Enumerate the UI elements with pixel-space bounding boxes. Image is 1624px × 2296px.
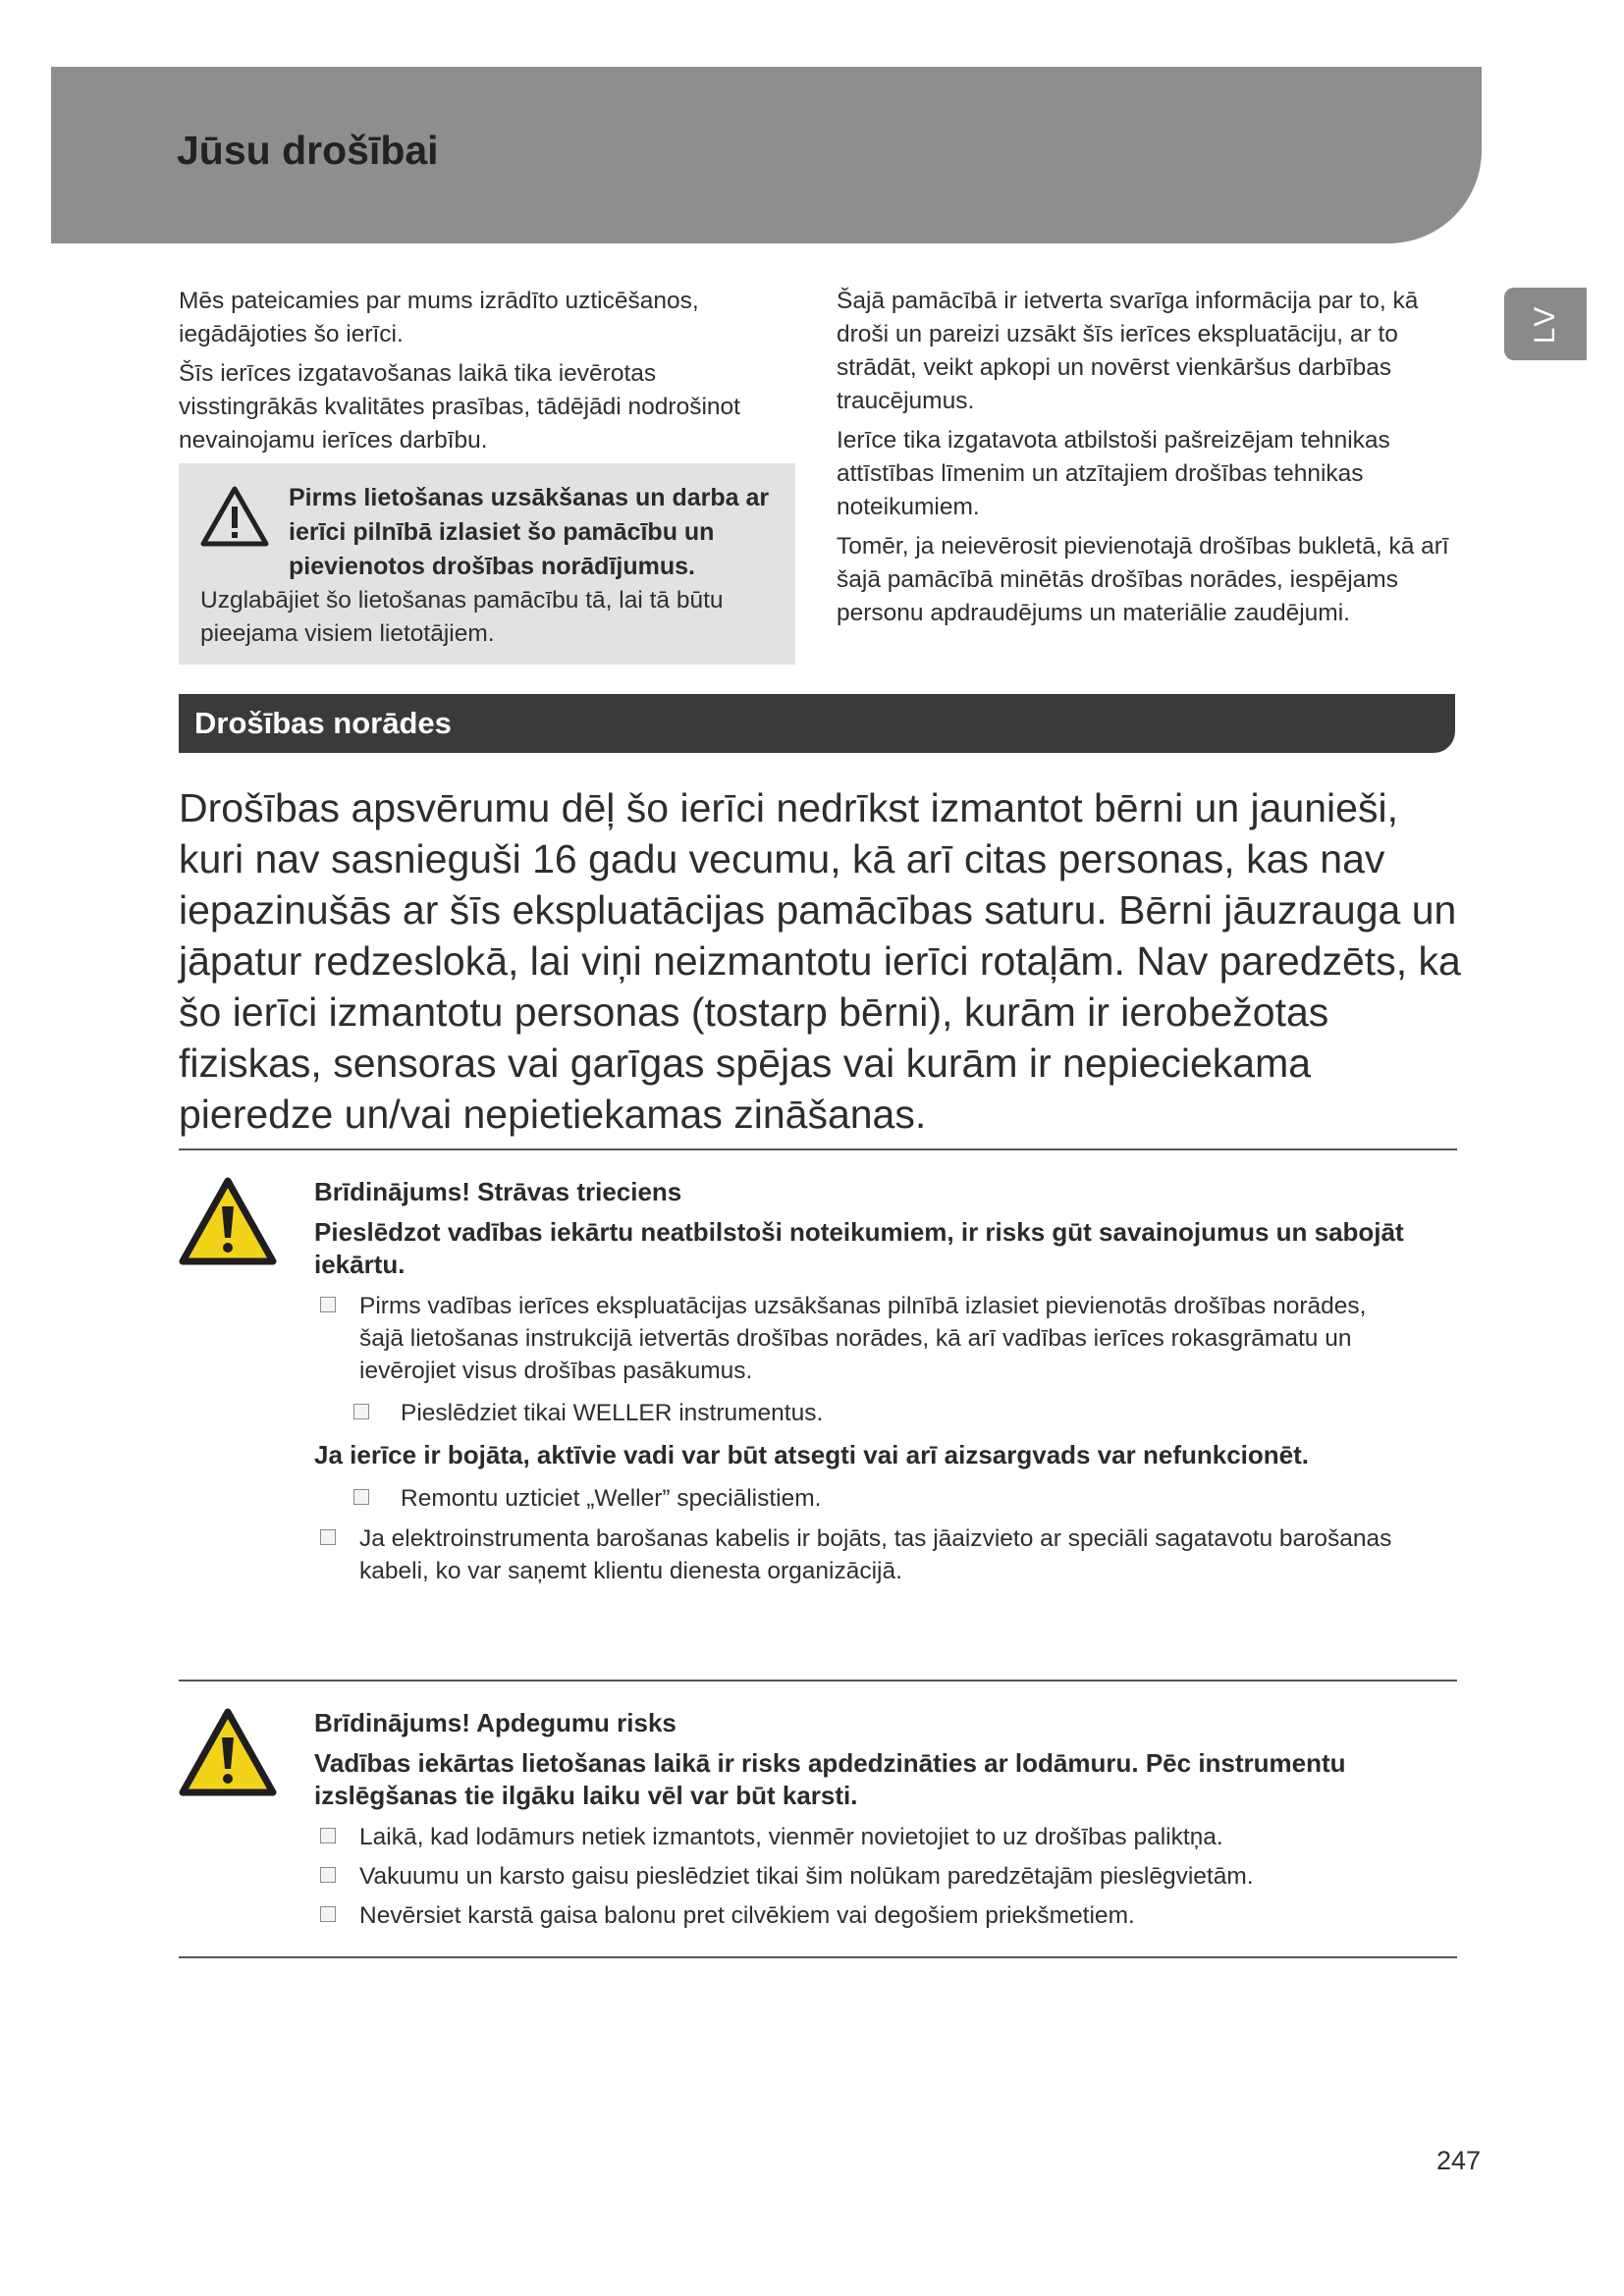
paragraph: Šīs ierīces izgatavošanas laikā tika ievērotas visstingrākās kvalitātes prasības, tādējādi nodrošinot nevainojamu ierīces darbību.: [179, 360, 740, 454]
list-item-text: Pieslēdziet tikai WELLER instrumentus.: [401, 1400, 824, 1426]
language-label: LV: [1529, 303, 1561, 345]
section-header-bar: [179, 694, 1455, 753]
checkbox-bullet-icon: [320, 1906, 336, 1922]
list-item-text: Remontu uzticiet „Weller” speciālistiem.: [401, 1485, 822, 1512]
warning-lead: Vadības iekārtas lietošanas laikā ir risks apdedzināties ar lodāmuru. Pēc instrumentu izslēgšanas tie ilgāku laiku vēl var būt karsti.: [314, 1748, 1346, 1810]
paragraph: Tomēr, ja neievērosit pievienotajā drošības bukletā, kā arī šajā pamācībā minētās drošības norādes, iespējams personu apdraudējums un materiālie zaudējumi.: [837, 533, 1449, 626]
note-text: Uzglabājiet šo lietošanas pamācību tā, lai tā būtu pieejama visiem lietotājiem.: [200, 587, 724, 647]
checkbox-bullet-icon: [320, 1529, 336, 1545]
warning-title: Brīdinājums! Strāvas trieciens: [314, 1177, 682, 1206]
page-title: Jūsu drošībai: [177, 128, 439, 173]
intro-left-column: [179, 285, 797, 463]
language-tab: [1504, 288, 1587, 360]
list-item-text: Vakuumu un karsto gaisu pieslēdziet tikai šim nolūkam paredzētajām pieslēgvietām.: [359, 1863, 1254, 1890]
paragraph: Šajā pamācībā ir ietverta svarīga informācija par to, kā droši un pareizi uzsākt šīs ierīces ekspluatāciju, ar to strādāt, veikt apkopi un novērst vienkāršus darbības traucējumus.: [837, 288, 1419, 414]
checkbox-bullet-icon: [320, 1867, 336, 1883]
note-bold-text: Pirms lietošanas uzsākšanas un darba ar ierīci pilnībā izlasiet šo pamācību un pievienotos drošības norādījumus.: [289, 484, 770, 580]
checkbox-bullet-icon: [320, 1828, 336, 1843]
warning-bold-line: Ja ierīce ir bojāta, aktīvie vadi var būt atsegti vai arī aizsargvads var nefunkcionēt.: [314, 1440, 1309, 1469]
divider: [179, 1148, 1457, 1150]
list-item-text: Ja elektroinstrumenta barošanas kabelis ir bojāts, tas jāaizvieto ar speciāli sagatavotu barošanas kabeli, ko var saņemt klientu dienesta organizācijā.: [359, 1525, 1392, 1584]
warning-title: Brīdinājums! Apdegumu risks: [314, 1708, 677, 1737]
warning-lead: Pieslēdzot vadības iekārtu neatbilstoši noteikumiem, ir risks gūt savainojumus un sabojāt iekārtu.: [314, 1217, 1404, 1279]
checkbox-bullet-icon: [320, 1297, 336, 1312]
divider: [179, 1680, 1457, 1682]
warning-icon: [179, 1177, 277, 1267]
section-title: Drošības norādes: [194, 706, 452, 740]
paragraph: Mēs pateicamies par mums izrādīto uzticēšanos, iegādājoties šo ierīci.: [179, 288, 699, 347]
page-number: 247: [1436, 2146, 1482, 2175]
attention-note-box: [179, 463, 795, 665]
checkbox-bullet-icon: [353, 1489, 369, 1505]
safety-intro-text: Drošības apsvērumu dēļ šo ierīci nedrīkst izmantot bērni un jaunieši, kuri nav sasnieguši 16 gadu vecumu, kā arī citas personas, kas nav iepazinušās ar šīs ekspluatācijas pamācības saturu. Bērni jāuzrauga un jāpatur redzeslokā, lai viņi neizmantotu ierīci rotaļām. Nav paredzēts, ka šo ierīci izmantotu personas (tostarp bērni), kurām ir ierobežotas fiziskas, sensoras vai garīgas spējas vai kurām ir nepieciekama pieredze un/vai nepietiekamas zināšanas.: [179, 785, 1461, 1137]
paragraph: Ierīce tika izgatavota atbilstoši pašreizējam tehnikas attīstības līmenim un atzītajiem drošības tehnikas noteikumiem.: [837, 427, 1390, 520]
list-item-text: Pirms vadības ierīces ekspluatācijas uzsākšanas pilnībā izlasiet pievienotās drošības norādes, šajā lietošanas instrukcijā ietvertās drošības norādes, kā arī vadības ierīces rokasgrāmatu un ievērojiet visus drošības pasākumus.: [359, 1293, 1367, 1384]
warning-icon: [179, 1708, 277, 1798]
page-header: [51, 67, 1482, 243]
warning-outline-icon: [200, 485, 269, 548]
list-item-text: Laikā, kad lodāmurs netiek izmantots, vienmēr novietojiet to uz drošības paliktņa.: [359, 1824, 1223, 1850]
intro-right-column: [837, 285, 1455, 636]
list-item-text: Nevērsiet karstā gaisa balonu pret cilvēkiem vai degošiem priekšmetiem.: [359, 1902, 1135, 1929]
divider: [179, 1956, 1457, 1958]
checkbox-bullet-icon: [353, 1404, 369, 1419]
